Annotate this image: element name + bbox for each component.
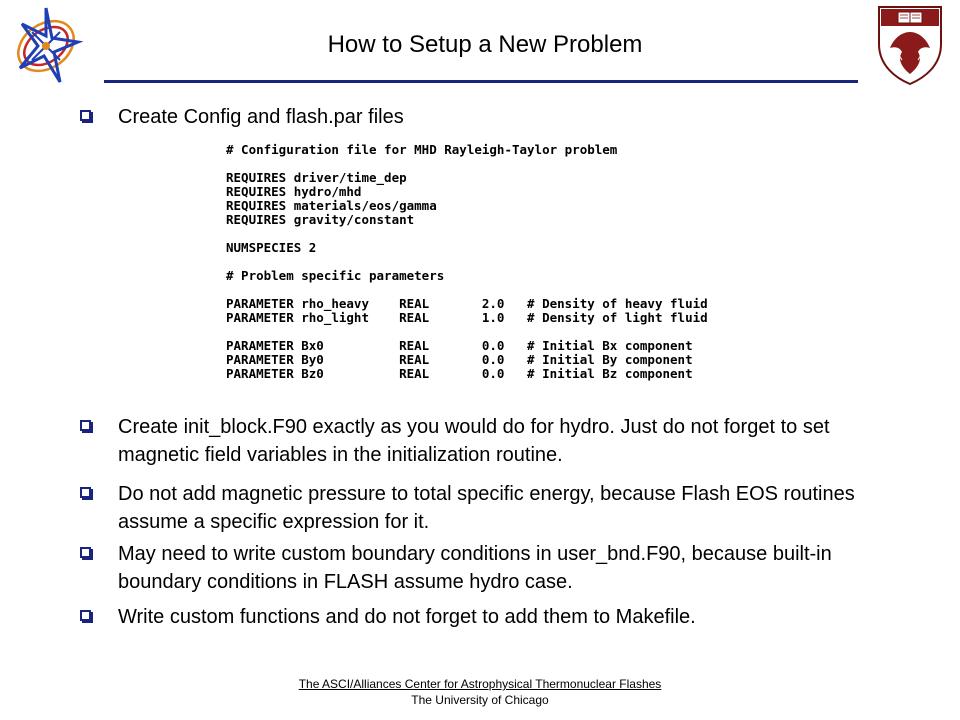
title-divider [104, 80, 858, 83]
code-line: PARAMETER rho_light REAL 1.0 # Density of light fluid [226, 310, 708, 325]
hollow-square-bullet-icon [80, 487, 91, 498]
footer-center-link[interactable]: The ASCI/Alliances Center for Astrophysical Thermonuclear Flashes [298, 677, 662, 691]
code-line: PARAMETER rho_heavy REAL 2.0 # Density of heavy fluid [226, 296, 708, 311]
bullet-text: Do not add magnetic pressure to total specific energy, because Flash EOS routines assume a specific expression for it. [118, 483, 855, 533]
code-line [226, 157, 708, 171]
code-line: # Problem specific parameters [226, 268, 445, 283]
code-line: PARAMETER By0 REAL 0.0 # Initial By component [226, 352, 693, 367]
university-of-chicago-crest-icon [876, 4, 944, 86]
code-line: NUMSPECIES 2 [226, 240, 317, 255]
code-line [226, 255, 708, 269]
code-line: REQUIRES hydro/mhd [226, 184, 362, 199]
bullet-text: May need to write custom boundary conditions in user_bnd.F90, because built-in boundary conditions in FLASH assume hydro case. [118, 543, 832, 593]
bullet-text: Create Config and flash.par files [118, 106, 404, 128]
code-line: REQUIRES driver/time_dep [226, 170, 407, 185]
bullet-text: Create init_block.F90 exactly as you would do for hydro. Just do not forget to set magnetic field variables in the initialization routine. [118, 416, 830, 466]
code-line: PARAMETER Bz0 REAL 0.0 # Initial Bz component [226, 366, 693, 381]
code-line [226, 283, 708, 297]
flash-center-logo [8, 2, 88, 90]
university-crest-logo [876, 4, 944, 86]
hollow-square-bullet-icon [80, 610, 91, 621]
hollow-square-bullet-icon [80, 547, 91, 558]
code-line: REQUIRES gravity/constant [226, 212, 415, 227]
config-file-listing [226, 143, 708, 381]
flash-center-star-logo-icon [8, 2, 88, 90]
code-line: # Configuration file for MHD Rayleigh-Taylor problem [226, 142, 618, 157]
hollow-square-bullet-icon [80, 110, 91, 121]
code-line [226, 227, 708, 241]
slide-title: How to Setup a New Problem [327, 31, 643, 58]
bullet-text: Write custom functions and do not forget to add them to Makefile. [118, 606, 696, 628]
code-line: PARAMETER Bx0 REAL 0.0 # Initial Bx component [226, 338, 693, 353]
hollow-square-bullet-icon [80, 420, 91, 431]
code-line: REQUIRES materials/eos/gamma [226, 198, 437, 213]
footer-university: The University of Chicago [411, 693, 549, 707]
code-line [226, 325, 708, 339]
